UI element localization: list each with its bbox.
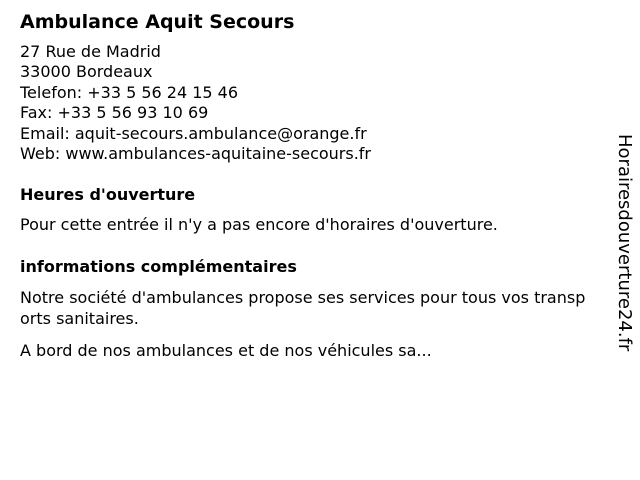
fax-number: Fax: +33 5 56 93 10 69 <box>20 103 209 123</box>
additional-info-excerpt: A bord de nos ambulances et de nos véhicules sa... <box>20 341 432 361</box>
site-brand-watermark: Horairesdouverture24.fr <box>614 134 635 352</box>
website-url: Web: www.ambulances-aquitaine-secours.fr <box>20 144 372 164</box>
additional-info-paragraph: Notre société d'ambulances propose ses services pour tous vos transports sanitaires. <box>20 288 586 328</box>
business-listing <box>20 10 595 362</box>
opening-hours-heading: Heures d'ouverture <box>20 185 196 205</box>
contact-block <box>20 42 595 164</box>
email-address: Email: aquit-secours.ambulance@orange.fr <box>20 123 367 143</box>
address-street: 27 Rue de Madrid <box>20 42 161 61</box>
additional-info-heading: informations complémentaires <box>20 257 297 277</box>
phone-number: Telefon: +33 5 56 24 15 46 <box>20 82 239 102</box>
business-name: Ambulance Aquit Secours <box>20 11 295 33</box>
address-city: 33000 Bordeaux <box>20 62 153 82</box>
opening-hours-text: Pour cette entrée il n'y a pas encore d'horaires d'ouverture. <box>20 215 498 235</box>
